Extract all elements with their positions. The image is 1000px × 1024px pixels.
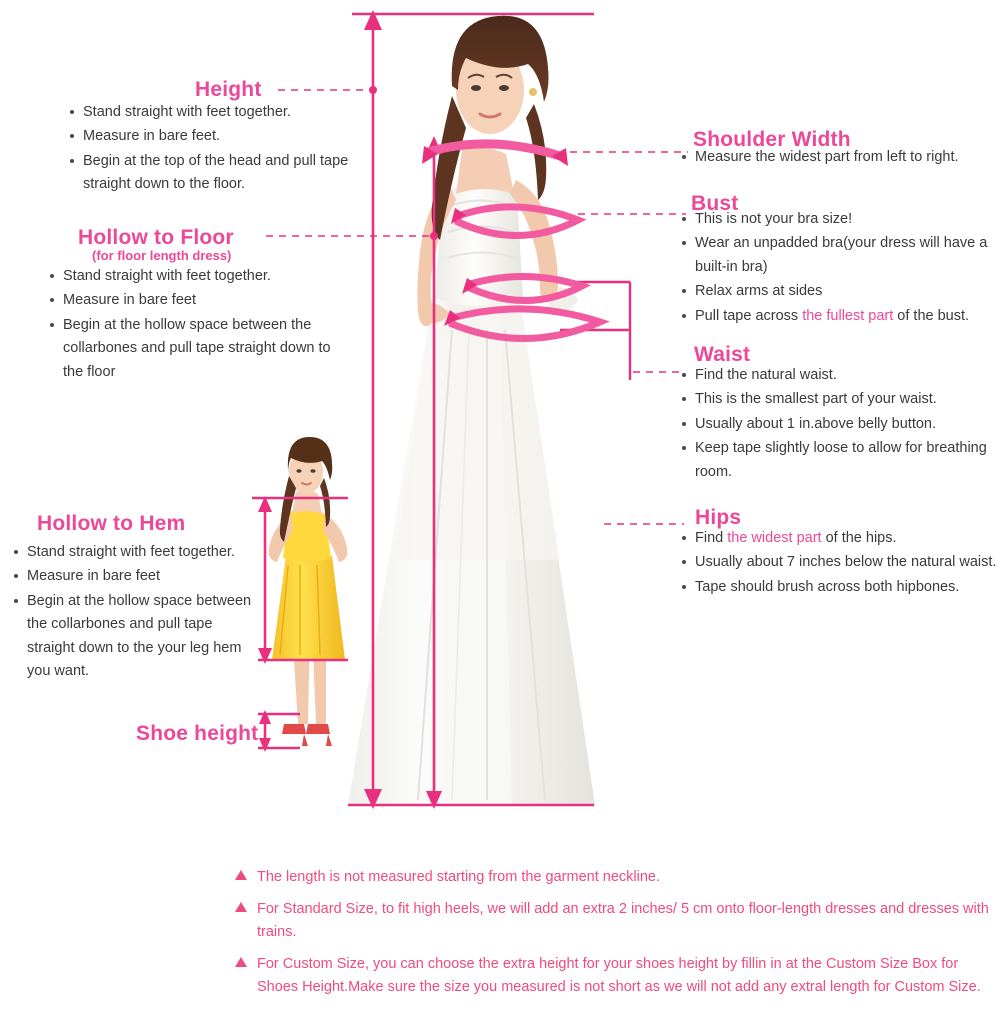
warning-triangle-icon	[235, 870, 247, 880]
bust-bullets	[680, 208, 1000, 329]
warning-triangle-icon	[235, 902, 247, 912]
list-item: Begin at the top of the head and pull tape straight down to the floor.	[68, 150, 368, 197]
list-item: Keep tape slightly loose to allow for breathing room.	[680, 437, 1000, 484]
note-item	[233, 953, 993, 998]
hips-text-after: of the hips.	[821, 530, 897, 546]
short-dress-figure	[269, 437, 348, 746]
waist-bullets	[680, 364, 1000, 485]
note-text: For Custom Size, you can choose the extra height for your shoes height by fillin in at the Custom Size Box for Shoes Height.Make sure the size you measured is not short as we will not add any extral length for Custom Size.	[257, 956, 981, 995]
list-item: Stand straight with feet together.	[48, 265, 348, 288]
list-item: Stand straight with feet together.	[12, 541, 262, 564]
note-text: For Standard Size, to fit high heels, we will add an extra 2 inches/ 5 cm onto floor-length dresses and dresses with trains.	[257, 901, 989, 940]
list-item: Measure in bare feet	[48, 289, 348, 312]
footer-notes	[233, 866, 993, 1008]
bust-heading: Bust	[691, 192, 739, 215]
hollow-to-floor-bullets	[48, 265, 348, 385]
bust-text-before: Pull tape across	[695, 307, 803, 324]
list-item-hips-widest	[680, 527, 1000, 550]
list-item: Wear an unpadded bra(your dress will have a built-in bra)	[680, 232, 1000, 279]
note-item	[233, 898, 993, 943]
hips-text-before: Find	[695, 530, 728, 546]
shoulder-width-heading: Shoulder Width	[693, 128, 851, 151]
waist-heading: Waist	[694, 343, 751, 366]
list-item: Begin at the hollow space between the collarbones and pull tape straight down to the your leg hem you want.	[12, 590, 262, 684]
hips-bullets	[680, 527, 1000, 600]
list-item-bust-fullest	[680, 305, 1000, 328]
hollow-to-floor-heading: Hollow to Floor	[78, 226, 234, 249]
shoulder-width-bullets	[680, 146, 1000, 170]
list-item: This is not your bra size!	[680, 208, 1000, 231]
hollow-to-floor-subheading: (for floor length dress)	[92, 248, 232, 263]
list-item: Measure the widest part from left to right.	[680, 146, 1000, 169]
list-item: Find the natural waist.	[680, 364, 1000, 387]
list-item: Measure in bare feet.	[68, 125, 368, 148]
list-item: Relax arms at sides	[680, 280, 1000, 303]
list-item: Usually about 1 in.above belly button.	[680, 413, 1000, 436]
list-item: Stand straight with feet together.	[68, 101, 368, 124]
hips-text-highlight: the widest part	[727, 530, 822, 546]
height-bullets	[68, 101, 368, 198]
note-text: The length is not measured starting from the garment neckline.	[257, 869, 660, 885]
hips-heading: Hips	[695, 506, 742, 529]
list-item: This is the smallest part of your waist.	[680, 388, 1000, 411]
bride-figure	[348, 16, 595, 805]
list-item: Tape should brush across both hipbones.	[680, 576, 1000, 599]
warning-triangle-icon	[235, 957, 247, 967]
list-item: Measure in bare feet	[12, 565, 262, 588]
note-item	[233, 866, 993, 888]
hollow-to-hem-heading: Hollow to Hem	[37, 512, 186, 535]
hollow-to-hem-bullets	[12, 541, 262, 685]
shoe-height-heading: Shoe height	[136, 722, 259, 745]
list-item: Begin at the hollow space between the collarbones and pull tape straight down to the floor	[48, 314, 348, 384]
list-item: Usually about 7 inches below the natural waist.	[680, 551, 1000, 574]
bust-text-after: of the bust.	[893, 307, 970, 324]
height-heading: Height	[195, 78, 262, 101]
bust-text-highlight: the fullest part	[802, 307, 894, 324]
